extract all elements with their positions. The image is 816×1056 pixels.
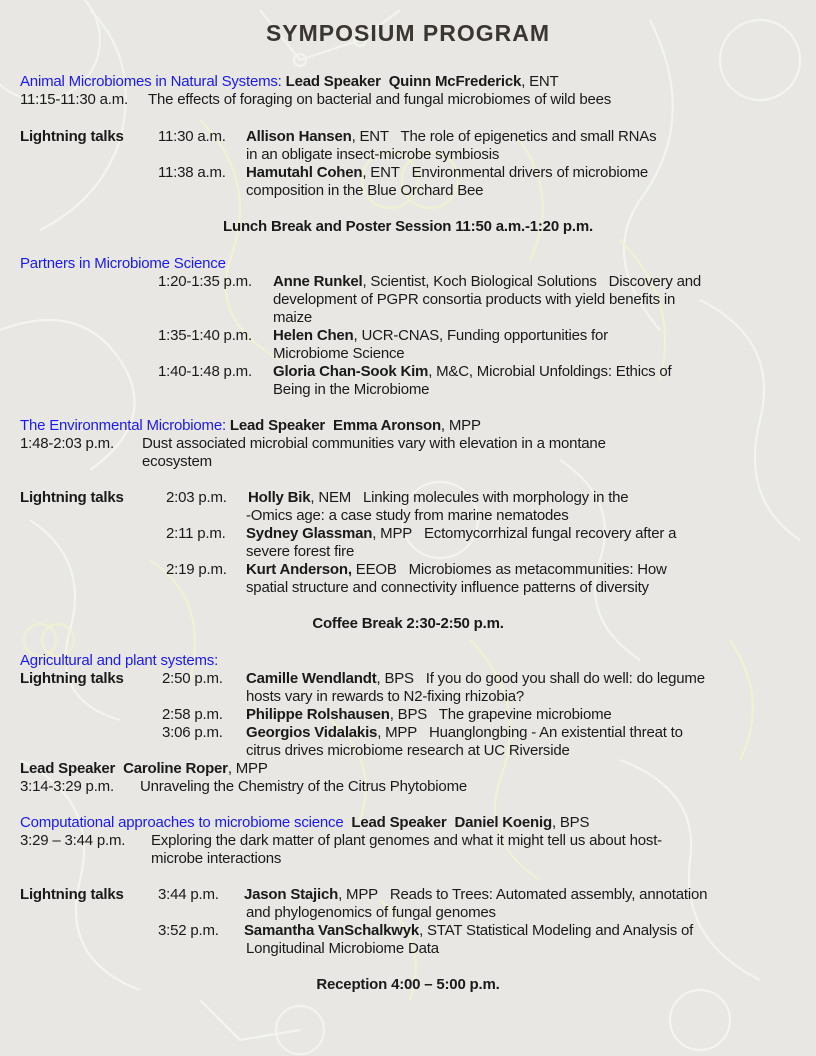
lead-talk-title: Unraveling the Chemistry of the Citrus Phytobiome [140, 778, 468, 795]
lead-speaker-affil: , ENT [521, 73, 559, 90]
lead-speaker-name: Daniel Koenig [454, 814, 552, 831]
talk-time: 3:14-3:29 p.m. [20, 778, 114, 795]
talk-title-cont: development of PGPR consortia products with yield benefits in [273, 291, 676, 308]
talk-title-cont: and phylogenomics of fungal genomes [246, 904, 496, 921]
talk-title-cont: severe forest fire [246, 543, 355, 560]
talk-title-cont: maize [273, 309, 313, 326]
talk-row [246, 164, 648, 182]
session-title: The Environmental Microbiome: [20, 417, 226, 434]
lead-talk-title: Exploring the dark matter of plant genomes and what it might tell us about host- [151, 832, 662, 849]
talk-title: If you do good you shall do well: do legume [425, 670, 705, 687]
session-header-environmental [20, 417, 481, 435]
talk-title-cont: -Omics age: a case study from marine nematodes [246, 507, 569, 524]
talk-row [246, 706, 612, 724]
lead-talk-row [20, 91, 128, 109]
speaker-affil: , BPS [389, 706, 428, 723]
speaker-affil: , Scientist, Koch Biological Solutions [362, 273, 597, 290]
speaker-name: Georgios Vidalakis [246, 724, 378, 741]
session-title: Computational approaches to microbiome science [20, 814, 344, 831]
talk-row [244, 922, 693, 940]
talk-time: 1:20-1:35 p.m. [158, 273, 252, 290]
talk-row [273, 273, 701, 291]
talk-time: 2:50 p.m. [162, 670, 223, 687]
talk-row [273, 327, 608, 345]
talk-time: 1:40-1:48 p.m. [158, 363, 252, 380]
session-title: Partners in Microbiome Science [20, 255, 226, 272]
talk-time: 11:38 a.m. [158, 164, 226, 181]
speaker-affil: , MPP [377, 724, 418, 741]
speaker-name: Holly Bik [248, 489, 311, 506]
talk-title: Statistical Modeling and Analysis of [466, 922, 694, 939]
talk-time: 1:48-2:03 p.m. [20, 435, 114, 452]
speaker-name: Helen Chen [273, 327, 354, 344]
speaker-affil: , STAT [419, 922, 463, 939]
lightning-talks-label: Lightning talks [20, 128, 124, 145]
lead-speaker-label: Lead Speaker [20, 760, 116, 777]
speaker-name: Philippe Rolshausen [246, 706, 390, 723]
page-title: SYMPOSIUM PROGRAM [265, 20, 551, 46]
talk-title-cont: hosts vary in rewards to N2-fixing rhizobia? [246, 688, 524, 705]
talk-row [246, 561, 667, 579]
speaker-name: Anne Runkel [273, 273, 363, 290]
speaker-name: Kurt Anderson, [246, 561, 352, 578]
lead-talk-title: Dust associated microbial communities vary with elevation in a montane [142, 435, 606, 452]
speaker-name: Allison Hansen [246, 128, 352, 145]
speaker-name: Jason Stajich [244, 886, 339, 903]
speaker-affil: , BPS [376, 670, 414, 687]
lead-speaker-row [20, 760, 268, 778]
talk-time: 3:52 p.m. [158, 922, 219, 939]
talk-row [244, 886, 707, 904]
talk-time: 11:30 a.m. [158, 128, 226, 145]
talk-title-cont: Being in the Microbiome [273, 381, 430, 398]
talk-title: Environmental drivers of microbiome [411, 164, 649, 181]
talk-row [246, 525, 676, 543]
speaker-affil: , MPP [338, 886, 378, 903]
talk-title: Ectomycorrhizal fungal recovery after a [423, 525, 677, 542]
lead-speaker-name: Caroline Roper [123, 760, 228, 777]
lead-talk-title: The effects of foraging on bacterial and fungal microbiomes of wild bees [148, 91, 612, 108]
session-title: Agricultural and plant systems: [20, 652, 219, 669]
talk-title: Reads to Trees: Automated assembly, annotation [389, 886, 708, 903]
talk-time: 2:11 p.m. [166, 525, 226, 542]
talk-row [273, 363, 672, 381]
talk-title: Linking molecules with morphology in the [362, 489, 629, 506]
talk-time: 3:29 – 3:44 p.m. [20, 832, 126, 849]
talk-time: 3:44 p.m. [158, 886, 219, 903]
lightning-talks-label: Lightning talks [20, 670, 124, 687]
speaker-affil: , MPP [372, 525, 413, 542]
talk-title: The role of epigenetics and small RNAs [400, 128, 657, 145]
lightning-talks-label: Lightning talks [20, 489, 124, 506]
talk-title-cont: Microbiome Science [273, 345, 405, 362]
talk-title-cont: composition in the Blue Orchard Bee [246, 182, 484, 199]
speaker-affil: , UCR-CNAS, Funding opportunities for [353, 327, 608, 344]
speaker-name: Camille Wendlandt [246, 670, 377, 687]
lightning-talks-label: Lightning talks [20, 886, 124, 903]
lead-speaker-name: Quinn McFrederick [388, 73, 522, 90]
talk-row [248, 489, 628, 507]
talk-time: 11:15-11:30 a.m. [20, 91, 128, 108]
talk-title: Microbiomes as metacommunities: How [408, 561, 667, 578]
speaker-affil: , ENT [362, 164, 400, 181]
lead-speaker-label: Lead Speaker [285, 73, 381, 90]
talk-time: 1:35-1:40 p.m. [158, 327, 252, 344]
lead-speaker-label: Lead Speaker [351, 814, 447, 831]
lunch-break: Lunch Break and Poster Session 11:50 a.m.-1:20 p.m. [223, 218, 593, 235]
talk-title: The grapevine microbiome [438, 706, 612, 723]
lead-speaker-affil: , BPS [551, 814, 590, 831]
lead-speaker-label: Lead Speaker [229, 417, 326, 434]
lead-talk-title-cont: ecosystem [142, 453, 212, 470]
session-header-animal [20, 73, 559, 91]
speaker-name: Hamutahl Cohen [246, 164, 363, 181]
session-header-computational [20, 814, 589, 832]
speaker-name: Gloria Chan-Sook Kim [273, 363, 429, 380]
session-title: Animal Microbiomes in Natural Systems: [20, 73, 282, 90]
talk-time: 3:06 p.m. [162, 724, 223, 741]
talk-row [246, 670, 705, 688]
lead-speaker-affil: , MPP [440, 417, 481, 434]
speaker-name: Sydney Glassman [246, 525, 373, 542]
speaker-affil: , M&C, Microbial Unfoldings: Ethics of [428, 363, 672, 380]
talk-title: Discovery and [608, 273, 702, 290]
reception: Reception 4:00 – 5:00 p.m. [316, 976, 500, 993]
coffee-break: Coffee Break 2:30-2:50 p.m. [312, 615, 504, 632]
talk-title-cont: citrus drives microbiome research at UC Riverside [246, 742, 570, 759]
talk-time: 2:19 p.m. [166, 561, 227, 578]
talk-title-cont: spatial structure and connectivity influence patterns of diversity [246, 579, 649, 596]
talk-row [246, 724, 683, 742]
talk-row [246, 128, 656, 146]
talk-title-cont: Longitudinal Microbiome Data [246, 940, 439, 957]
speaker-affil: EEOB [351, 561, 397, 578]
talk-title-cont: in an obligate insect-microbe symbiosis [246, 146, 500, 163]
talk-time: 2:58 p.m. [162, 706, 223, 723]
talk-time: 2:03 p.m. [166, 489, 227, 506]
lead-talk-title-cont: microbe interactions [151, 850, 282, 867]
speaker-affil: , NEM [310, 489, 352, 506]
lead-speaker-name: Emma Aronson [333, 417, 441, 434]
speaker-affil: , ENT [351, 128, 389, 145]
speaker-name: Samantha VanSchalkwyk [244, 922, 420, 939]
talk-title: Huanglongbing - An existential threat to [428, 724, 683, 741]
lead-speaker-affil: , MPP [227, 760, 268, 777]
